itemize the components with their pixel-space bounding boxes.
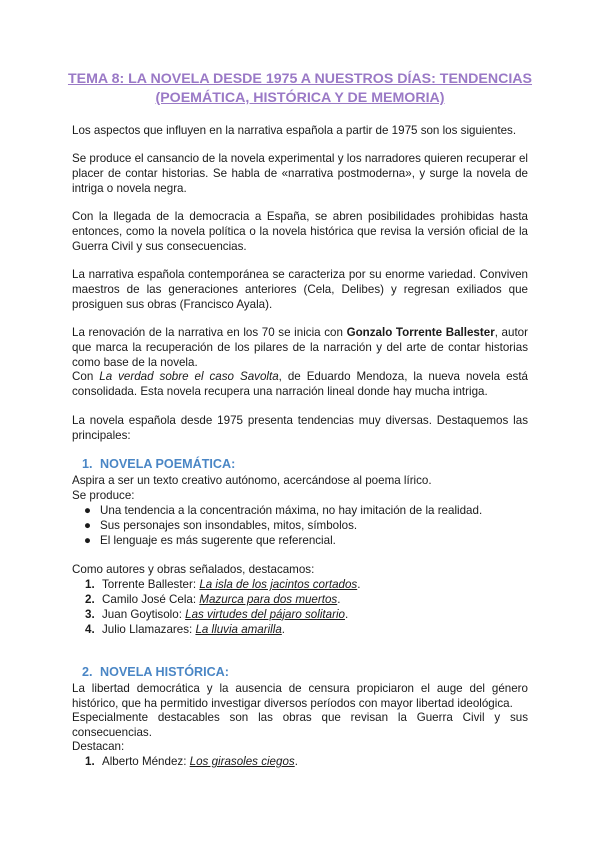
list-item: 3. Juan Goytisolo: Las virtudes del pájaro solitario. — [85, 607, 349, 621]
list-item: 1. Alberto Méndez: Los girasoles ciegos. — [85, 755, 298, 768]
poematica-se-produce: Se produce: — [72, 489, 135, 502]
list-item: 2. Camilo José Cela: Mazurca para dos muertos. — [85, 592, 341, 606]
intro-paragraph: Los aspectos que influyen en la narrativa española a partir de 1975 son los siguientes. — [72, 124, 517, 137]
list-item: 1. Torrente Ballester: La isla de los jacintos cortados. — [85, 578, 361, 591]
work-title-link[interactable]: Las virtudes del pájaro solitario — [185, 607, 345, 621]
paragraph-variety: La narrativa española contemporánea se caracteriza por su enorme variedad. Conviven maestros de las generaciones anteriores (Cela, Delibes) y regresan exiliados que prosiguen sus obras (Francisco Ayala). — [72, 268, 528, 311]
poematica-aspira: Aspira a ser un texto creativo autónomo, acercándose al poema lírico. — [72, 474, 432, 487]
title-line-1: TEMA 8: LA NOVELA DESDE 1975 A NUESTROS DÍAS: TENDENCIAS — [67, 71, 533, 87]
work-title-link[interactable]: La lluvia amarilla — [195, 622, 282, 636]
paragraph-tendencies: La novela española desde 1975 presenta tendencias muy diversas. Destaquemos las principales: — [72, 414, 528, 442]
list-item: ● Sus personajes son insondables, mitos, símbolos. — [84, 518, 358, 532]
list-item: ● El lenguaje es más sugerente que referencial. — [84, 533, 336, 547]
section-heading-poematica — [82, 457, 235, 472]
paragraph-postmodern: Se produce el cansancio de la novela experimental y los narradores quieren recuperar el placer de contar historias. Se habla de «narrativa postmoderna», y surge la novela de intriga o novela negra. — [72, 152, 528, 195]
savolta-text: , de Eduardo Mendoza, la nueva novela está consolidada. Esta novela recupera una narración lineal donde hay mucha intriga. — [72, 370, 528, 399]
bullet-dot-icon: ● — [84, 518, 92, 532]
paragraph-renovation — [72, 326, 528, 400]
author-torrente: Gonzalo Torrente Ballester — [346, 326, 495, 339]
historica-paragraph: La libertad democrática y la ausencia de censura propiciaron el auge del género histórico, que ha permitido investigar diversos períodos con mayor libertad ideológica. — [72, 682, 528, 710]
poematica-authors-intro: Como autores y obras señalados, destacamos: — [72, 563, 315, 576]
bullet-dot-icon: ● — [84, 533, 92, 547]
document-title — [60, 70, 540, 108]
section-1-title: NOVELA POEMÁTICA: — [100, 457, 236, 471]
historica-destacan: Destacan: — [72, 740, 125, 753]
section-1-number: 1. — [82, 457, 93, 471]
bullet-dot-icon: ● — [84, 504, 92, 517]
paragraph-democracy: Con la llegada de la democracia a España, se abren posibilidades prohibidas hasta entonces, como la novela política o la novela histórica que revisa la versión oficial de la Guerra Civil y sus consecuencias. — [72, 210, 528, 253]
work-title-link[interactable]: Los girasoles ciegos — [189, 755, 295, 768]
poematica-bullet-list — [72, 504, 528, 549]
title-line-2: (POEMÁTICA, HISTÓRICA Y DE MEMORIA) — [155, 90, 445, 106]
historica-works-list — [72, 755, 528, 770]
con-text: Con — [72, 370, 100, 384]
work-savolta: La verdad sobre el caso Savolta — [99, 370, 279, 384]
renovation-text-end: , autor que marca la recuperación de los pilares de la narración y del arte de contar historias como base de la novela. — [72, 326, 528, 369]
section-2-title: NOVELA HISTÓRICA: — [100, 665, 229, 679]
list-item: 4. Julio Llamazares: La lluvia amarilla. — [85, 622, 286, 636]
section-heading-historica — [82, 665, 229, 680]
poematica-works-list — [72, 578, 528, 638]
list-item: ● Una tendencia a la concentración máxima, no hay imitación de la realidad. — [84, 504, 483, 517]
renovation-text-start: La renovación de la narrativa en los 70 se inicia con — [72, 326, 347, 339]
historica-paragraph-2: Especialmente destacables son las obras que revisan la Guerra Civil y sus consecuencias. — [72, 711, 528, 739]
work-title-link[interactable]: La isla de los jacintos cortados — [199, 578, 358, 591]
work-title-link[interactable]: Mazurca para dos muertos — [199, 592, 338, 606]
section-2-number: 2. — [82, 665, 93, 679]
